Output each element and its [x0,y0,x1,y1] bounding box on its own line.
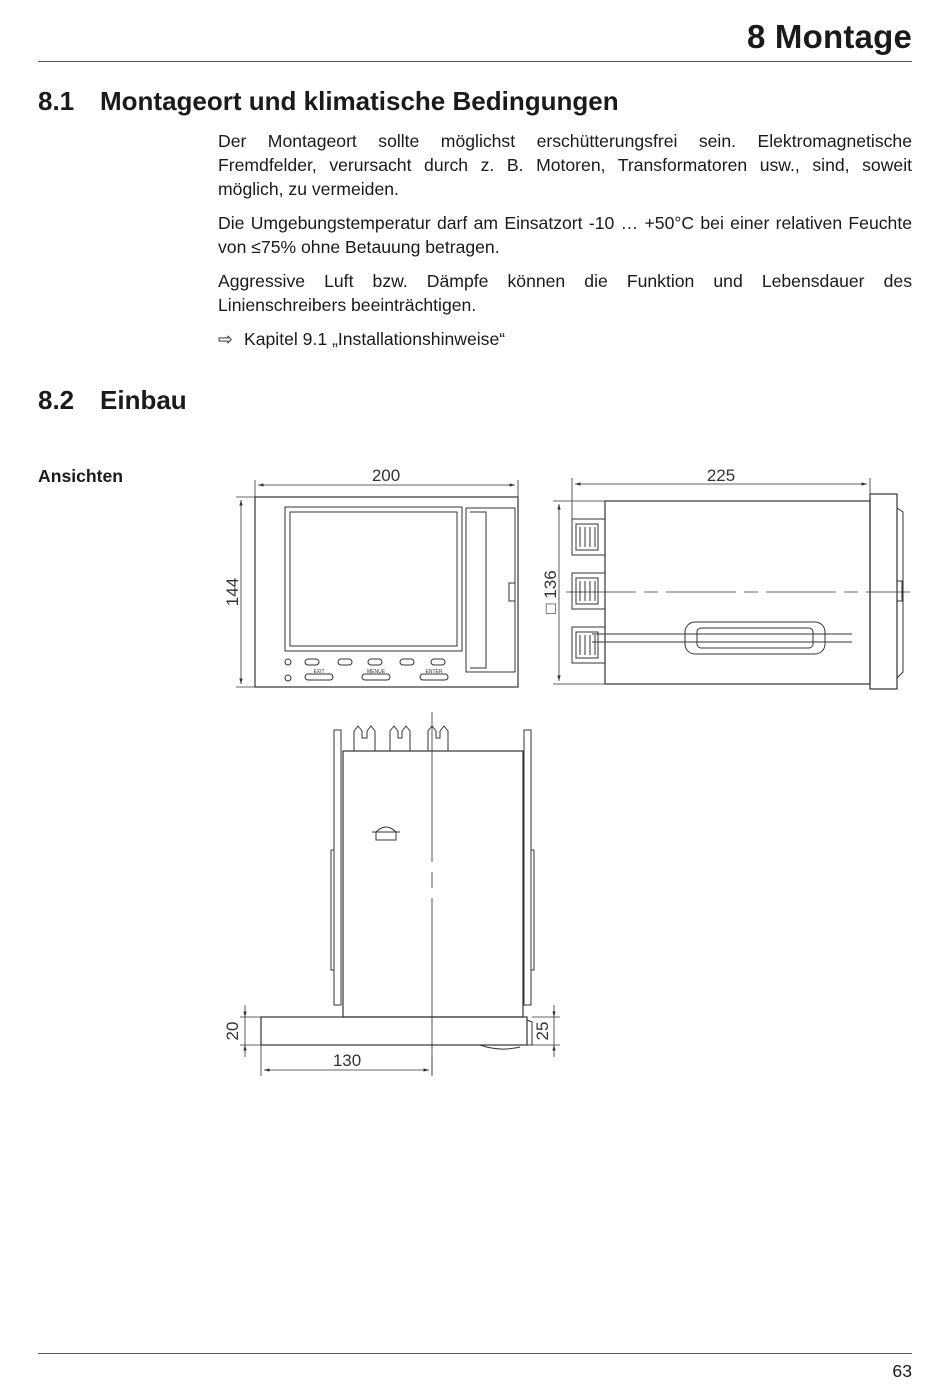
paragraph-aggressive-air: Aggressive Luft bzw. Dämpfe können die Funktion und Lebensdauer des Linienschreibers beeinträchtigen. [218,271,912,315]
chapter-title: 8 Montage [747,18,912,55]
dimension-width-200: 200 [371,466,401,485]
arrow-right-icon: ⇨ [218,329,233,349]
front-view [223,466,518,687]
paragraph-ambient-temperature: Die Umgebungstemperatur darf am Einsatzort -10 … +50°C bei einer relativen Feuchte von ≤75% ohne Betauung betragen. [218,213,912,257]
dimension-front-25: 25 [533,1021,552,1041]
section-number: 8.2 [38,385,75,415]
terminal-block [428,726,448,751]
paragraph-mounting-location: Der Montageort sollte möglichst erschütterungsfrei sein. Elektromagnetische Fremdfelder, verursacht durch z. B. Motoren, Transformatoren usw., sind, soweit möglich, zu vermeiden. [218,131,912,199]
terminal-block [572,519,605,555]
key-label-exit: EXIT [313,669,325,675]
dimension-cutout-136: □ 136 [541,570,560,614]
chapter-reference-link[interactable]: Kapitel 9.1 „Installationshinweise“ [244,329,506,349]
top-view [223,712,560,1076]
side-view [541,466,910,689]
dimension-width-130: 130 [332,1051,362,1070]
footer-rule [38,1353,912,1354]
terminal-block [390,726,410,751]
views-label: Ansichten [38,466,124,486]
section-number: 8.1 [38,86,75,116]
key-label-menue: MENUE [366,669,386,675]
terminal-block [572,573,605,609]
page-number: 63 [892,1361,912,1381]
section-title: Einbau [100,385,187,415]
terminal-block [572,627,605,663]
dimension-depth-225: 225 [706,466,736,485]
section-title: Montageort und klimatische Bedingungen [100,86,619,116]
dimension-height-144: 144 [223,577,242,607]
dimension-frame-20: 20 [223,1021,242,1041]
terminal-block [354,726,375,751]
key-label-enter: ENTER [425,669,443,675]
